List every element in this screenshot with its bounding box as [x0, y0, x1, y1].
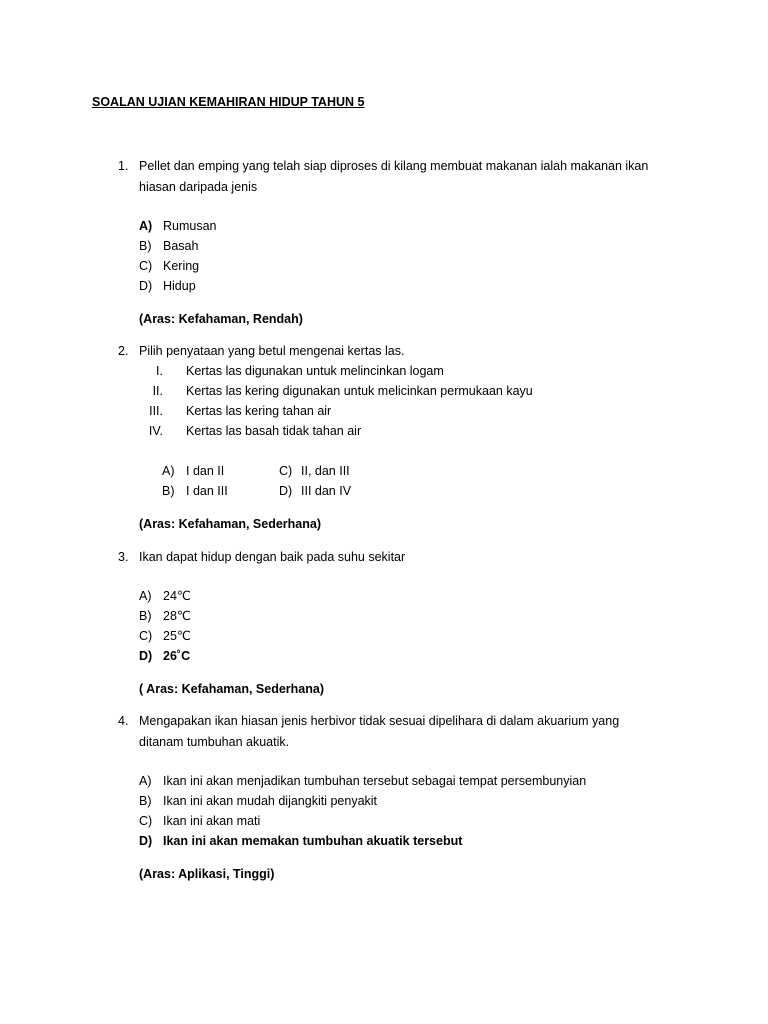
option-letter: D)	[139, 834, 153, 848]
option-letter: C)	[279, 464, 293, 478]
question-number: 1.	[118, 159, 129, 173]
option-letter: C)	[139, 814, 153, 828]
statement-text: Kertas las kering tahan air	[186, 404, 332, 418]
option-letter: D)	[139, 279, 153, 293]
question-number: 4.	[118, 714, 129, 728]
option-letter: B)	[139, 609, 152, 623]
option-letter: A)	[162, 464, 175, 478]
option-text: Basah	[163, 239, 199, 253]
option-text: III dan IV	[301, 484, 352, 498]
option-letter: C)	[139, 259, 153, 273]
difficulty-level: (Aras: Aplikasi, Tinggi)	[139, 867, 275, 881]
option-text: Ikan ini akan mudah dijangkiti penyakit	[163, 794, 378, 808]
option-text: I dan II	[186, 464, 225, 478]
option-text: II, dan III	[301, 464, 350, 478]
question-number: 3.	[118, 550, 129, 564]
difficulty-level: (Aras: Kefahaman, Rendah)	[139, 312, 303, 326]
difficulty-level: ( Aras: Kefahaman, Sederhana)	[139, 682, 325, 696]
option-text: Ikan ini akan memakan tumbuhan akuatik tersebut	[163, 834, 463, 848]
option-letter: D)	[279, 484, 293, 498]
difficulty-level: (Aras: Kefahaman, Sederhana)	[139, 517, 322, 531]
option-text: Ikan ini akan menjadikan tumbuhan tersebut sebagai tempat persembunyian	[163, 774, 587, 788]
option-letter: A)	[139, 219, 153, 233]
option-text: Rumusan	[163, 219, 217, 233]
statement-text: Kertas las kering digunakan untuk melicinkan permukaan kayu	[186, 384, 533, 398]
option-letter: A)	[139, 589, 152, 603]
option-text: Ikan ini akan mati	[163, 814, 261, 828]
question-stem-line: ditanam tumbuhan akuatik.	[139, 735, 290, 749]
statement-numeral: III.	[149, 404, 163, 418]
statement-numeral: IV.	[148, 424, 163, 438]
option-text: I dan III	[186, 484, 228, 498]
question-stem-line: Pellet dan emping yang telah siap diproses di kilang membuat makanan ialah makanan ikan	[139, 159, 649, 173]
option-letter: D)	[139, 649, 153, 663]
question-number: 2.	[118, 344, 129, 358]
option-text: 25℃	[163, 629, 191, 643]
option-text: 26˚C	[163, 649, 191, 663]
statement-numeral: I.	[156, 364, 163, 378]
option-text: 24℃	[163, 589, 191, 603]
question-stem-line: hiasan daripada jenis	[139, 180, 258, 194]
question-stem-line: Mengapakan ikan hiasan jenis herbivor tidak sesuai dipelihara di dalam akuarium yang	[139, 714, 620, 728]
statement-numeral: II.	[152, 384, 163, 398]
document-title: SOALAN UJIAN KEMAHIRAN HIDUP TAHUN 5	[92, 95, 365, 109]
option-text: Hidup	[163, 279, 196, 293]
statement-text: Kertas las basah tidak tahan air	[186, 424, 362, 438]
option-text: Kering	[163, 259, 200, 273]
statement-text: Kertas las digunakan untuk melincinkan logam	[186, 364, 444, 378]
option-letter: B)	[162, 484, 175, 498]
question-stem-line: Pilih penyataan yang betul mengenai kertas las.	[139, 344, 405, 358]
option-letter: B)	[139, 794, 152, 808]
option-letter: B)	[139, 239, 152, 253]
option-letter: C)	[139, 629, 153, 643]
option-text: 28℃	[163, 609, 191, 623]
option-letter: A)	[139, 774, 152, 788]
question-stem-line: Ikan dapat hidup dengan baik pada suhu sekitar	[139, 550, 406, 564]
